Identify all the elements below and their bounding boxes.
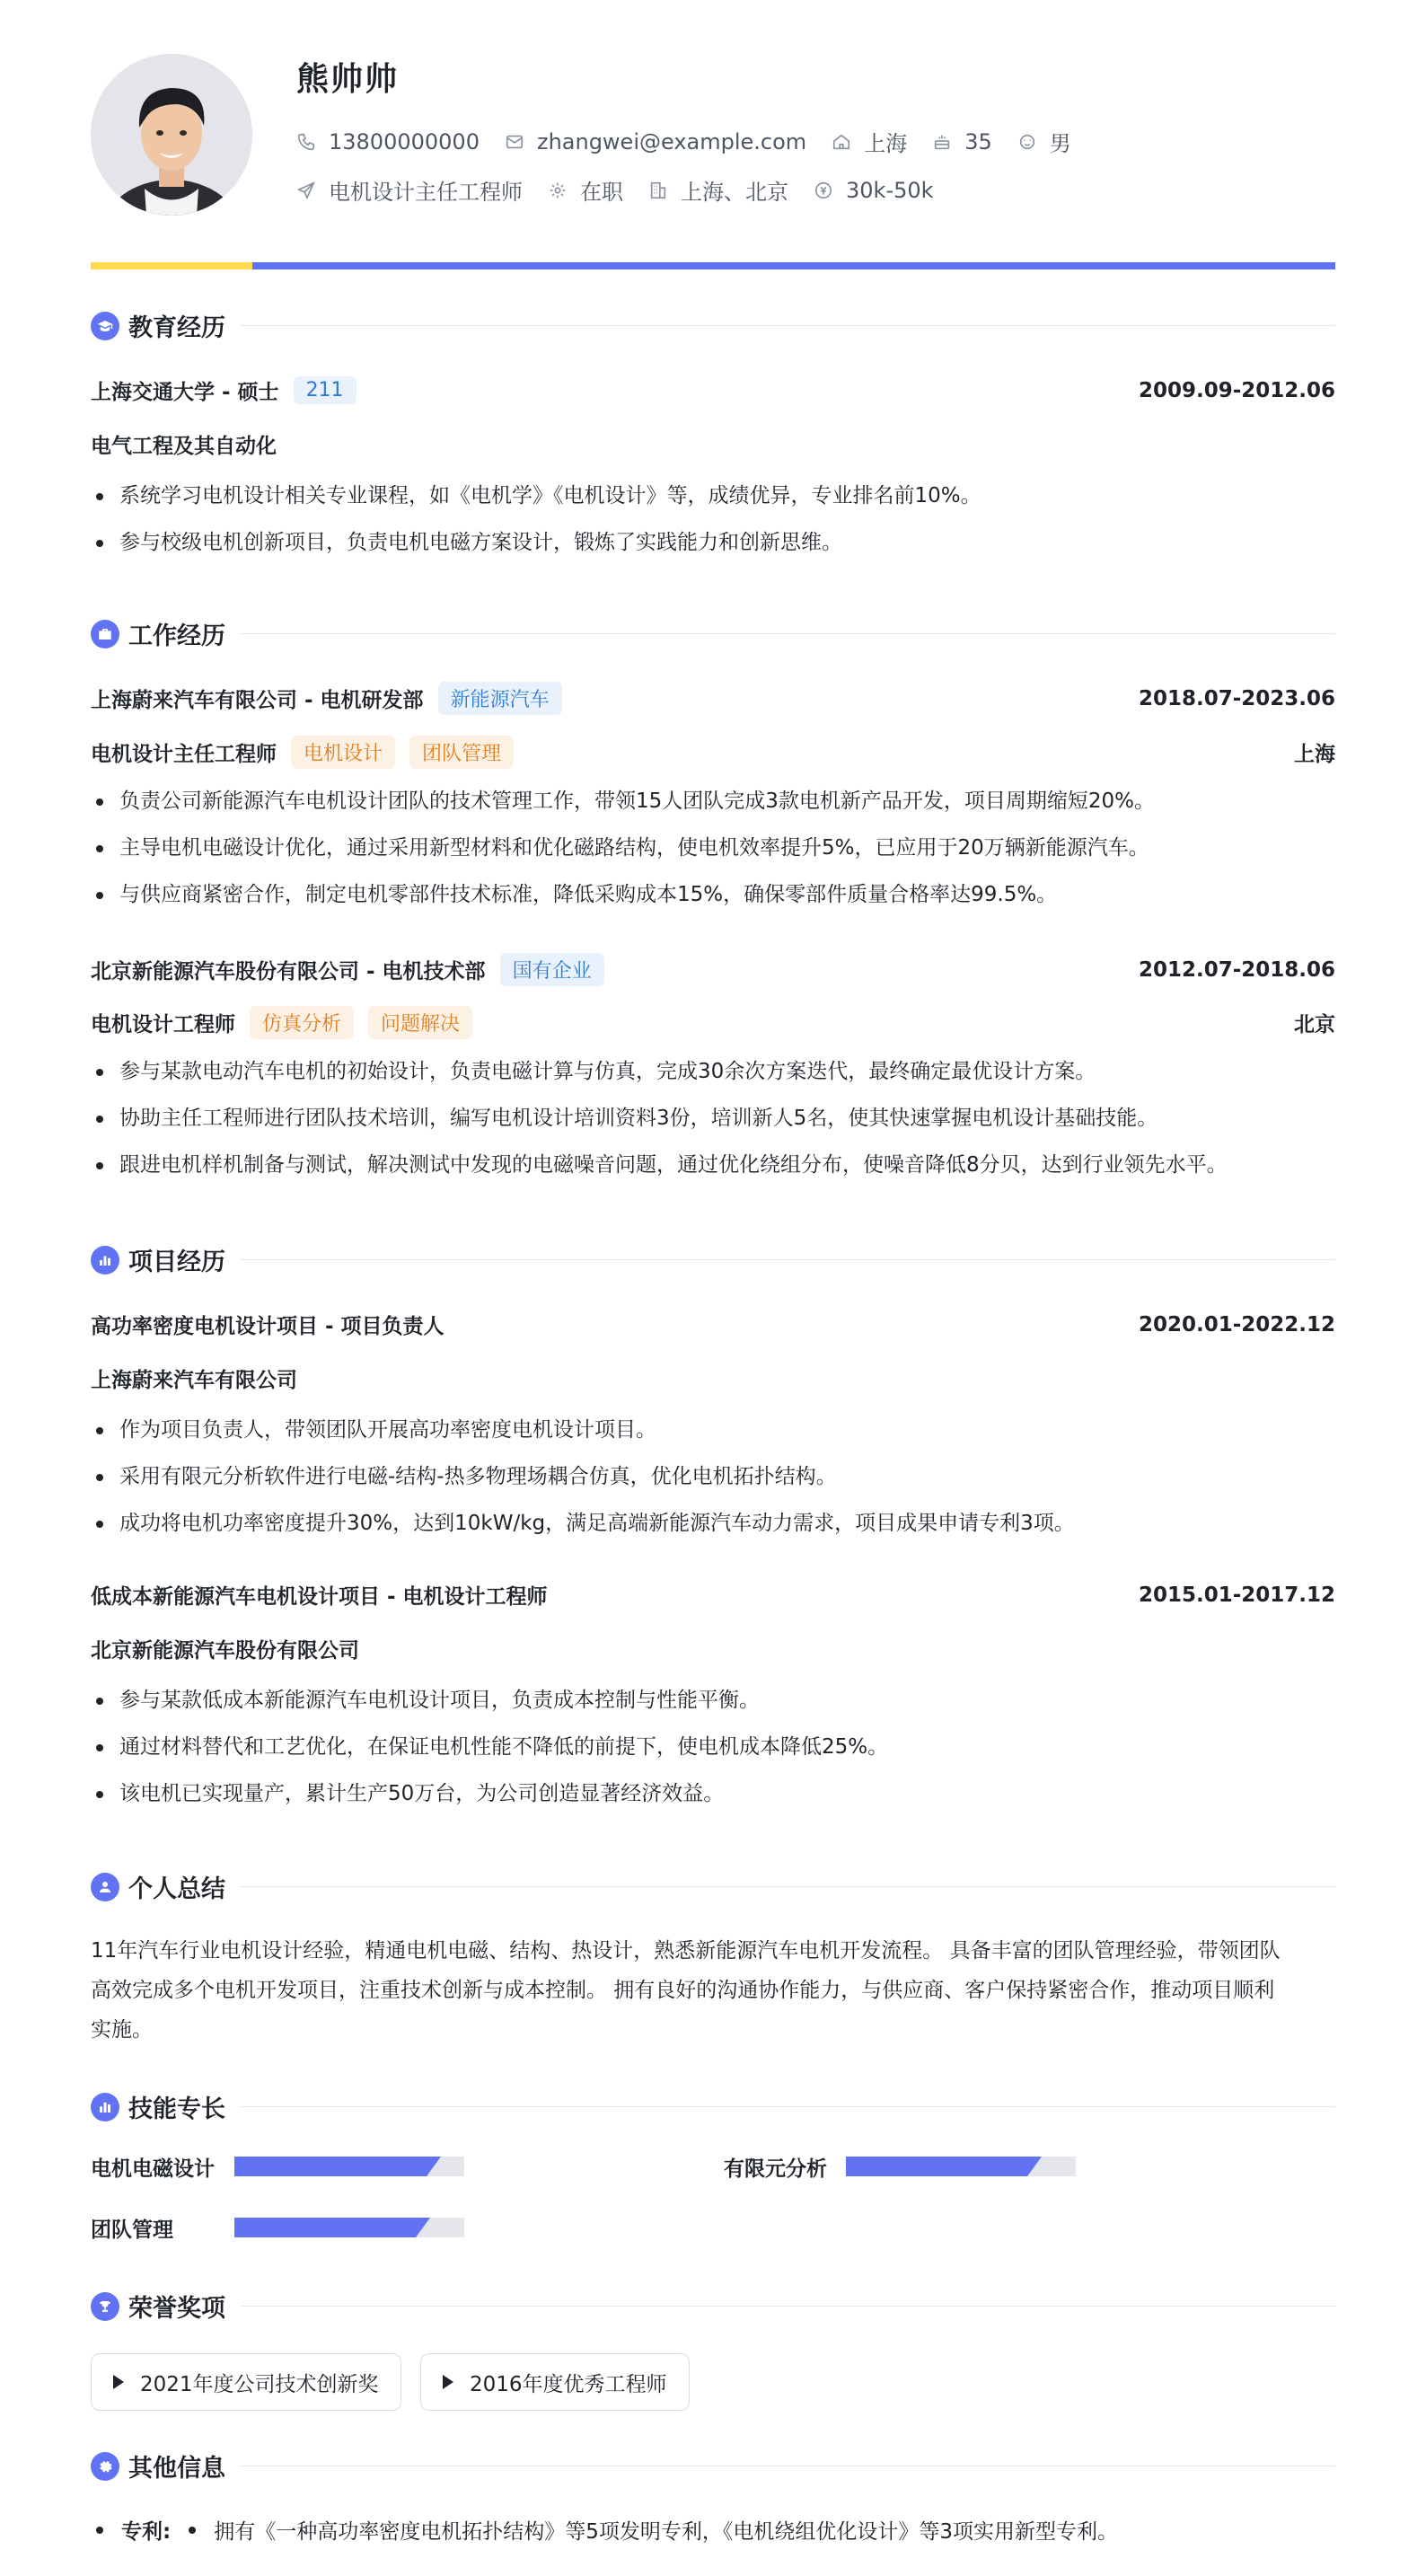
- project-1-company-row: [91, 1363, 1335, 1393]
- email-text: zhangwei@example.com: [536, 128, 807, 154]
- section-rule: [240, 1259, 1335, 1260]
- target-city-info: [648, 174, 788, 206]
- skill-tag: 仿真分析: [250, 1006, 354, 1039]
- school-name: 上海交通大学 - 硕士: [91, 381, 279, 404]
- section-other: [91, 2448, 1335, 2483]
- age-text: 35: [964, 128, 992, 154]
- work-location: 北京: [1294, 1013, 1335, 1037]
- salary-text: 30k-50k: [846, 177, 934, 203]
- project-company: 上海蔚来汽车有限公司: [91, 1369, 297, 1392]
- list-item: 采用有限元分析软件进行电磁-结构-热多物理场耦合仿真，优化电机拓扑结构。: [91, 1453, 1335, 1500]
- resume-header: [91, 54, 1335, 260]
- gender-info: [1017, 126, 1071, 157]
- work-location: 上海: [1294, 743, 1335, 766]
- section-projects: [91, 1242, 1335, 1277]
- triangle-icon: [113, 2375, 124, 2389]
- section-title-skills: 技能专长: [128, 2095, 225, 2123]
- header-divider: [91, 262, 1335, 269]
- skill-name: 有限元分析: [724, 2157, 827, 2181]
- bar-chart-icon: [91, 1246, 119, 1275]
- work-1-header-row: [91, 682, 1335, 715]
- skill-bar-track: [234, 2218, 464, 2237]
- other-text: 拥有《一种高功率密度电机拓扑结构》等5项发明专利，《电机绕组优化设计》等3项实用新型专利。: [214, 2520, 1118, 2544]
- avatar: [91, 54, 252, 216]
- work-1-title-row: [91, 736, 1335, 769]
- list-item: 成功将电机功率密度提升30%，达到10kW/kg，满足高端新能源汽车动力需求，项目成果申请专利3项。: [91, 1500, 1335, 1547]
- education-date: 2009.09-2012.06: [1138, 378, 1335, 402]
- summary-line: 高效完成多个电机开发项目，注重技术创新与成本控制。 拥有良好的沟通协作能力，与供应商、客户保持紧密合作，推动项目顺利: [91, 1979, 1275, 2002]
- company-name: 上海蔚来汽车有限公司 - 电机研发部: [91, 689, 424, 712]
- skill-item: [724, 2152, 1101, 2181]
- section-education: [91, 308, 1335, 343]
- section-honors: [91, 2289, 1335, 2324]
- triangle-icon: [443, 2375, 453, 2389]
- company-name: 北京新能源汽车股份有限公司 - 电机技术部: [91, 960, 486, 984]
- company-tag: 新能源汽车: [438, 682, 562, 715]
- project-company: 北京新能源汽车股份有限公司: [91, 1639, 359, 1663]
- work-2-bullets: [91, 1048, 1335, 1188]
- company-tag: 国有企业: [500, 953, 604, 986]
- skill-bar-fill: [234, 2218, 416, 2237]
- section-rule: [240, 325, 1335, 326]
- home-icon: [832, 132, 851, 152]
- city-info: [832, 126, 907, 157]
- status-icon: [548, 181, 568, 200]
- list-item: 协助主任工程师进行团队技术培训，编写电机设计培训资料3份，培训新人5名，使其快速掌握电机设计基础技能。: [91, 1095, 1335, 1142]
- award-badge: [420, 2353, 690, 2411]
- education-major-row: [91, 429, 1335, 459]
- status-info: [548, 174, 623, 206]
- skill-tag: 电机设计: [291, 736, 395, 769]
- award-badge: [91, 2353, 401, 2411]
- education-header-row: [91, 375, 1335, 405]
- section-rule: [240, 1886, 1335, 1887]
- project-2-header-row: [91, 1580, 1335, 1610]
- phone-text: 13800000000: [329, 128, 480, 154]
- list-item: 参与某款低成本新能源汽车电机设计项目，负责成本控制与性能平衡。: [91, 1677, 1335, 1724]
- project-2-company-row: [91, 1634, 1335, 1663]
- gear-icon: [91, 2452, 119, 2481]
- list-item: 参与校级电机创新项目，负责电机电磁方案设计，锻炼了实践能力和创新思维。: [91, 519, 1335, 566]
- age-info: [932, 129, 992, 154]
- other-info-item: [91, 2515, 1118, 2545]
- work-1-bullets: [91, 778, 1335, 918]
- section-title-summary: 个人总结: [128, 1875, 225, 1903]
- project-title: 高功率密度电机设计项目 - 项目负责人: [91, 1315, 445, 1338]
- other-label: 专利:: [121, 2520, 172, 2544]
- award-label: 2021年度公司技术创新奖: [140, 2372, 379, 2396]
- school-tag: 211: [294, 376, 356, 404]
- list-item: 参与某款电动汽车电机的初始设计，负责电磁计算与仿真，完成30余次方案迭代，最终确定最优设计方案。: [91, 1048, 1335, 1095]
- project-1-bullets: [91, 1407, 1335, 1547]
- tools-icon: [91, 2093, 119, 2122]
- section-work: [91, 616, 1335, 651]
- skill-item: [91, 2152, 468, 2181]
- cake-icon: [932, 132, 952, 152]
- section-skills: [91, 2089, 1335, 2124]
- major-name: 电气工程及其自动化: [91, 435, 277, 458]
- position-info: [296, 174, 523, 206]
- section-title-other: 其他信息: [128, 2455, 225, 2483]
- list-item: 系统学习电机设计相关专业课程，如《电机学》《电机设计》等，成绩优异，专业排名前10%。: [91, 472, 1335, 519]
- skill-bar-fill: [846, 2157, 1027, 2176]
- skill-tag: 问题解决: [368, 1006, 472, 1039]
- project-1-header-row: [91, 1310, 1335, 1339]
- contact-info-row: [296, 126, 1096, 157]
- project-2-bullets: [91, 1677, 1335, 1817]
- bullet-dot: [189, 2527, 196, 2534]
- graduation-cap-icon: [91, 312, 119, 340]
- list-item: 通过材料替代和工艺优化，在保证电机性能不降低的前提下，使电机成本降低25%。: [91, 1724, 1335, 1770]
- phone-info: [296, 129, 480, 154]
- section-title-projects: 项目经历: [128, 1248, 225, 1276]
- work-date: 2018.07-2023.06: [1138, 686, 1335, 710]
- send-icon: [296, 181, 316, 200]
- summary-line: 实施。: [91, 2018, 153, 2042]
- city-text: 上海: [864, 131, 908, 156]
- list-item: 负责公司新能源汽车电机设计团队的技术管理工作，带领15人团队完成3款电机新产品开发，项目周期缩短20%。: [91, 778, 1335, 825]
- job-intent-row: [296, 174, 959, 206]
- section-title-honors: 荣誉奖项: [128, 2295, 225, 2323]
- header-divider-accent: [91, 262, 252, 269]
- skill-tag: 团队管理: [409, 736, 514, 769]
- work-2-header-row: [91, 953, 1335, 986]
- project-title: 低成本新能源汽车电机设计项目 - 电机设计工程师: [91, 1585, 548, 1609]
- education-bullets: [91, 472, 1335, 566]
- job-title: 电机设计主任工程师: [91, 743, 277, 766]
- section-summary: [91, 1869, 1335, 1904]
- phone-icon: [296, 132, 316, 152]
- project-date: 2015.01-2017.12: [1138, 1583, 1335, 1607]
- skill-bar-track: [846, 2157, 1076, 2176]
- work-2-title-row: [91, 1006, 1335, 1039]
- email-info: [505, 129, 806, 154]
- building-icon: [648, 181, 668, 200]
- award-label: 2016年度优秀工程师: [470, 2372, 667, 2396]
- project-date: 2020.01-2022.12: [1138, 1312, 1335, 1337]
- position-text: 电机设计主任工程师: [329, 180, 523, 205]
- summary-text: [91, 1931, 1335, 2050]
- money-icon: [814, 181, 833, 200]
- skill-name: 团队管理: [91, 2218, 173, 2242]
- list-item: 作为项目负责人，带领团队开展高功率密度电机设计项目。: [91, 1407, 1335, 1453]
- section-title-work: 工作经历: [128, 622, 225, 650]
- gender-text: 男: [1049, 131, 1071, 156]
- section-rule: [240, 2106, 1335, 2107]
- skill-bar-fill: [234, 2157, 427, 2176]
- list-item: 跟进电机样机制备与测试，解决测试中发现的电磁噪音问题，通过优化绕组分布，使噪音降低8分贝，达到行业领先水平。: [91, 1142, 1335, 1188]
- job-title: 电机设计工程师: [91, 1013, 235, 1037]
- briefcase-icon: [91, 620, 119, 648]
- section-rule: [240, 633, 1335, 634]
- list-item: 主导电机电磁设计优化，通过采用新型材料和优化磁路结构，使电机效率提升5%，已应用于20万辆新能源汽车。: [91, 825, 1335, 871]
- gender-icon: [1017, 132, 1037, 152]
- status-text: 在职: [580, 180, 623, 205]
- candidate-name: 熊帅帅: [296, 61, 400, 98]
- trophy-icon: [91, 2292, 119, 2321]
- user-icon: [91, 1873, 119, 1901]
- skill-name: 电机电磁设计: [91, 2157, 215, 2181]
- list-item: 与供应商紧密合作，制定电机零部件技术标准，降低采购成本15%，确保零部件质量合格率达99.5%。: [91, 871, 1335, 918]
- skill-item: [91, 2213, 468, 2242]
- mail-icon: [505, 132, 524, 152]
- skill-bar-track: [234, 2157, 464, 2176]
- salary-info: [814, 178, 934, 203]
- summary-line: 11年汽车行业电机设计经验，精通电机电磁、结构、热设计，熟悉新能源汽车电机开发流程。 具备丰富的团队管理经验，带领团队: [91, 1939, 1281, 1963]
- bullet-dot: [96, 2527, 103, 2534]
- target-city-text: 上海、北京: [681, 180, 788, 205]
- list-item: 该电机已实现量产，累计生产50万台，为公司创造显著经济效益。: [91, 1770, 1335, 1817]
- section-title-education: 教育经历: [128, 314, 225, 342]
- section-rule: [240, 2306, 1335, 2307]
- work-date: 2012.07-2018.06: [1138, 957, 1335, 982]
